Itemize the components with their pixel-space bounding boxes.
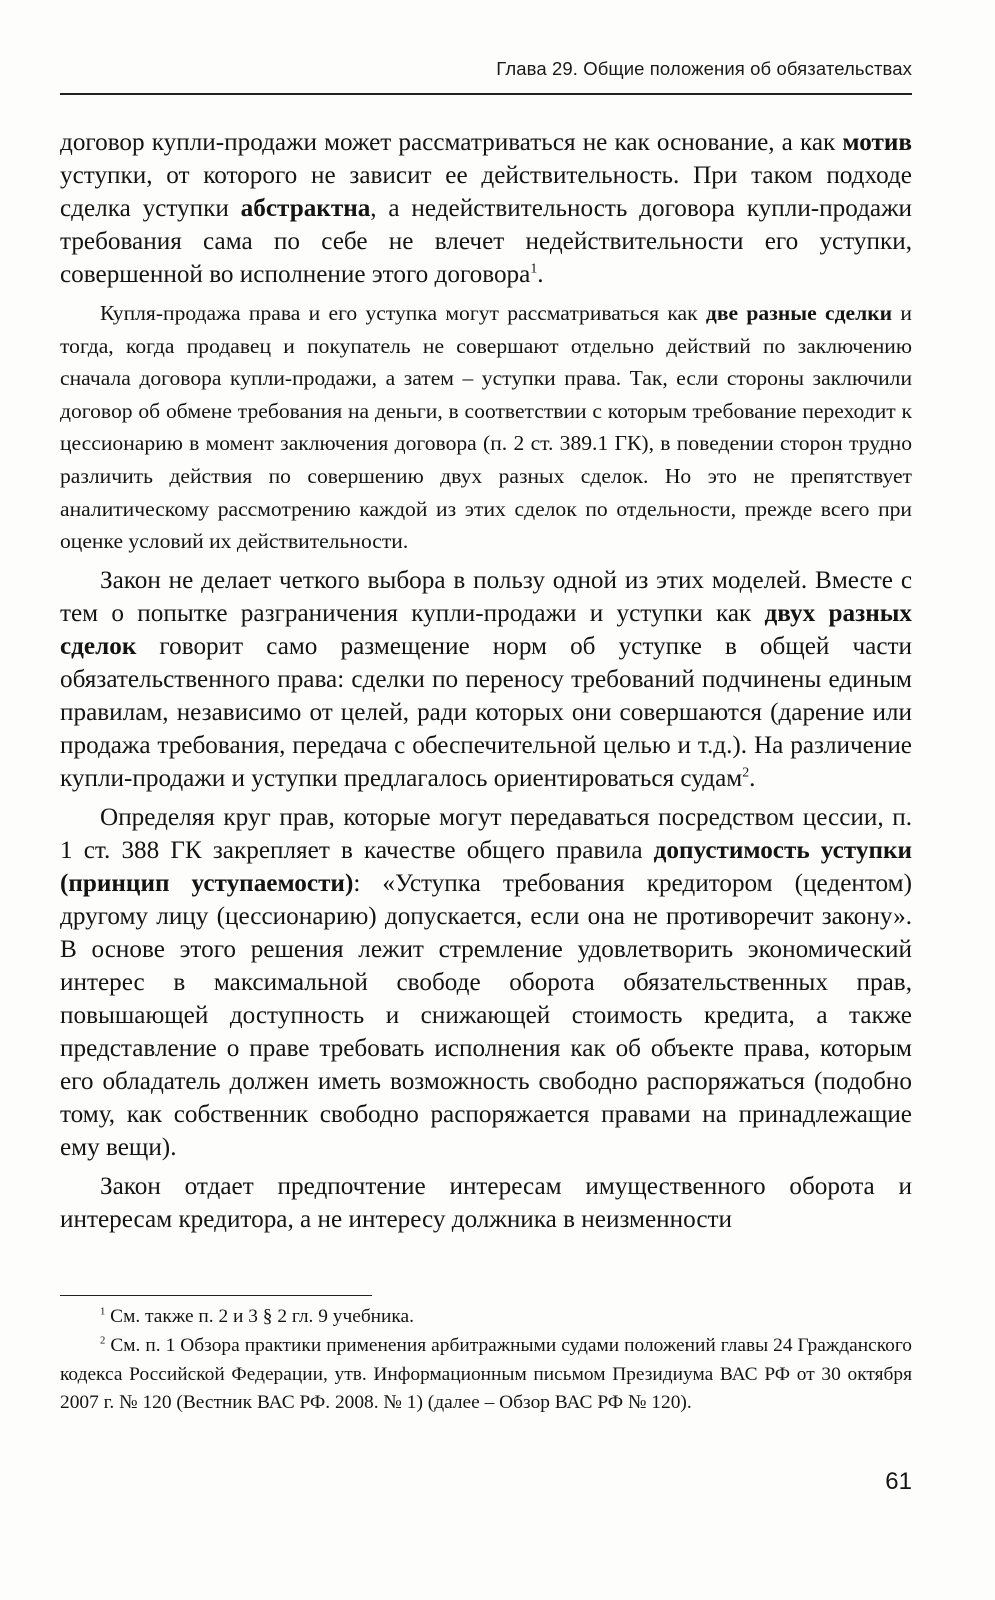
paragraph-2: Купля-продажа права и его уступка могут рассматриваться как две разные сделки и тогда, когда продавец и покупатель не совершают отдельно действий по заключению сначала договора купли-продажи, а затем – уступки права. Так, если стороны заключили договор об обмене требования на деньги, в соответствии с которым требование переходит к цессионарию в момент заключения договора (п. 2 ст. 389.1 ГК), в поведении сторон трудно различить действия по совершению двух разных сделок. Но это не препятствует аналитическому рассмотрению каждой из этих сделок по отдельности, прежде всего при оценке условий их действительности. <box>60 301 912 554</box>
footnotes <box>60 1303 912 1418</box>
paragraph-5: Закон отдает предпочтение интересам имущественного оборота и интересам кредитора, а не интересу должника в неизменности <box>60 1172 912 1233</box>
term-two-deals-2: двух разных сделок <box>60 599 912 660</box>
term-two-deals: две разные сделки <box>705 301 893 325</box>
footnote-1: $^1$ См. также п. 2 и 3 § 2 гл. 9 учебника. <box>100 1305 415 1327</box>
header-rule <box>60 93 912 95</box>
term-assignability: допустимость уступки (принцип уступаемости) <box>60 836 912 897</box>
footnote-ref-1[interactable]: 1 <box>530 260 538 276</box>
body-text <box>60 126 912 1236</box>
term-motive: мотив <box>842 129 912 156</box>
footnote-mark-1: 1 <box>100 1305 106 1318</box>
running-head: Глава 29. Общие положения об обязательствах <box>496 58 912 79</box>
paragraph-1: договор купли-продажи может рассматриваться не как основание, а как мотив уступки, от которого не зависит ее действительность. При таком подходе сделка уступки абстрактна, а недействительность договора купли-продажи требования сама по себе не влечет недействительности его уступки, совершенной во исполнение этого договора$^1$. <box>60 129 912 288</box>
footnote-ref-2[interactable]: 2 <box>742 764 750 780</box>
footnote-rule <box>60 1295 372 1296</box>
paragraph-3: Закон не делает четкого выбора в пользу одной из этих моделей. Вместе с тем о попытке разграничения купли-продажи и уступки как двух разных сделок говорит само размещение норм об уступке в общей части обязательственного права: сделки по переносу требований подчинены единым правилам, независимо от целей, ради которых они совершаются (дарение или продажа требования, передача с обеспечительной целью и т.д.). На различение купли-продажи и уступки предлагалось ориентироваться судам$^2$. <box>60 566 912 792</box>
footnote-mark-2: 2 <box>100 1334 106 1347</box>
paragraph-4: Определяя круг прав, которые могут передаваться посредством цессии, п. 1 ст. 388 ГК закрепляет в качестве общего правила допустимость уступки (принцип уступаемости): «Уступка требования кредитором (цедентом) другому лицу (цессионарию) допускается, если она не противоречит закону». В основе этого решения лежит стремление удовлетворить экономический интерес в максимальной свободе оборота обязательственных прав, повышающей доступность и снижающей стоимость кредита, а также представление о праве требовать исполнения как об объекте права, которым его обладатель должен иметь возможность свободно распоряжаться (подобно тому, как собственник свободно распоряжается правами на принадлежащие ему вещи). <box>60 803 912 1161</box>
term-abstract: абстрактна <box>240 195 371 222</box>
book-page <box>60 0 912 1600</box>
page-number: 61 <box>885 1468 912 1495</box>
footnote-2: $^2$ См. п. 1 Обзора практики применения арбитражными судами положений главы 24 Гражданского кодекса Российской Федерации, утв. Информационным письмом Президиума ВАС РФ от 30 октября 2007 г. № 120 (Вестник ВАС РФ. 2008. № 1) (далее – Обзор ВАС РФ № 120). <box>60 1334 912 1414</box>
